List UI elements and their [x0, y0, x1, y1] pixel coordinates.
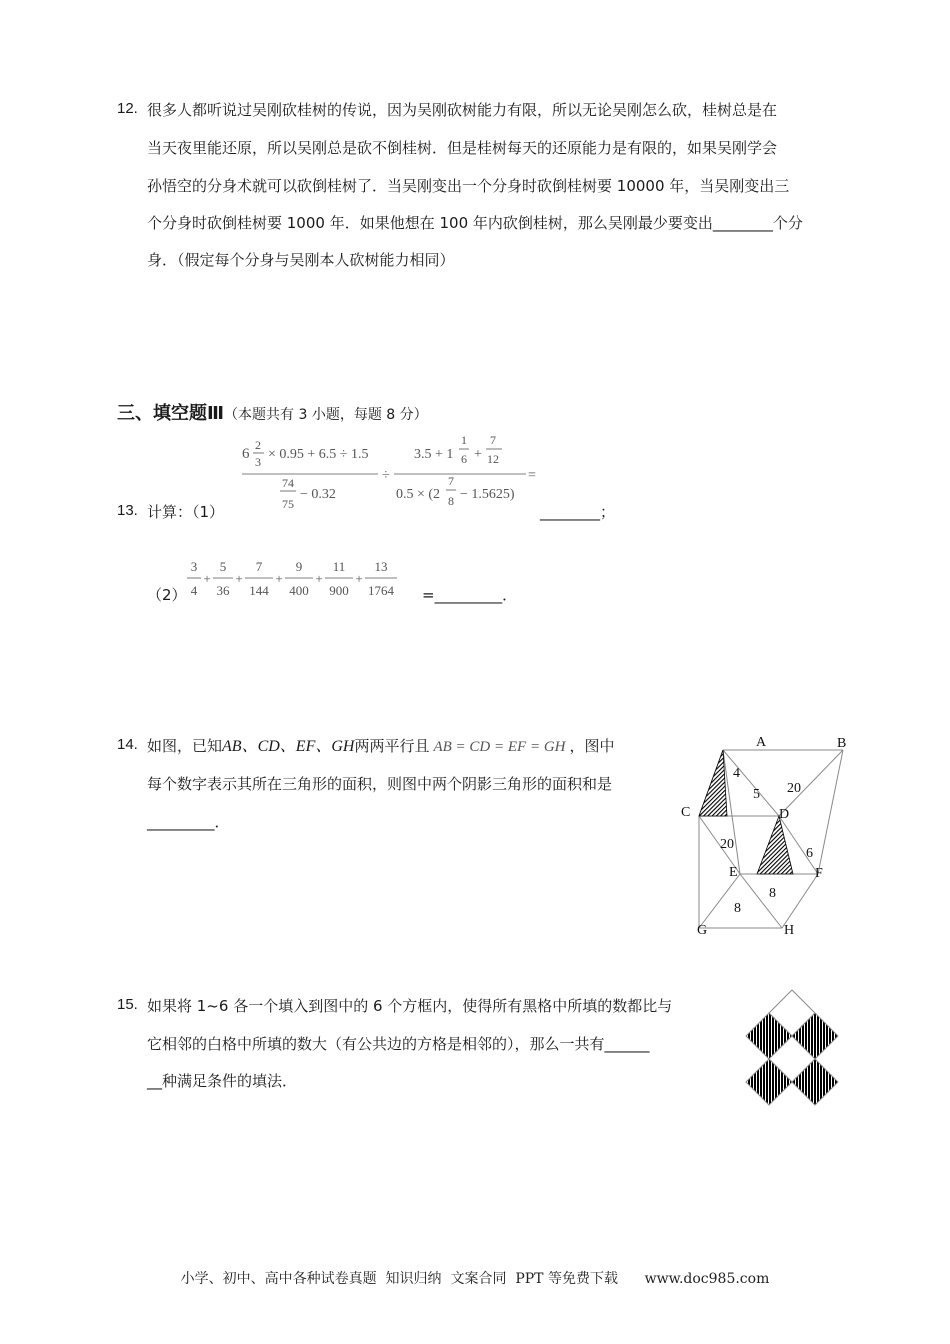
q12-line-2: 当天夜里能还原，所以吴刚总是砍不倒桂树．但是桂树每天的还原能力是有限的，如果吴刚学会 [147, 139, 778, 157]
q13-e1-c-num2: 7 [490, 433, 496, 447]
q15-line-3: __种满足条件的填法． [147, 1072, 298, 1090]
q13-e2-plus-2: + [275, 571, 283, 586]
area-8-left: 8 [734, 901, 741, 916]
q13-e1-b-rest: − 0.32 [300, 487, 336, 502]
q13-e1-eq: = [528, 468, 536, 483]
q13-e1-d-den: 8 [448, 494, 454, 508]
area-20-top: 20 [787, 781, 801, 796]
q14-line1-c: ，图中 [569, 737, 615, 755]
area-6: 6 [806, 846, 813, 861]
q13-e1-d-rest: − 1.5625) [460, 487, 515, 502]
section-3-note: （本题共有 3 小题，每题 8 分） [224, 407, 428, 423]
q13-e1-a-rest: × 0.95 + 6.5 ÷ 1.5 [268, 447, 369, 462]
q12-number: 12. [117, 100, 138, 117]
q13-e1-c-plus: + [474, 447, 482, 462]
q14-line1-segments: AB、CD、EF、GH [222, 738, 355, 755]
q13-part2-label: （2） [147, 586, 187, 604]
q13-blank-1: ________； [540, 503, 616, 521]
q13-e2-num-3: 9 [295, 559, 303, 574]
q13-e2-num-1: 5 [219, 559, 227, 574]
point-h: H [784, 923, 795, 938]
q14-figure [672, 728, 862, 940]
q13-e1-a-den: 3 [255, 455, 261, 469]
q13-e2-den-1: 36 [216, 583, 230, 598]
q12-line-3: 孙悟空的分身术就可以砍倒桂树了．当吴刚变出一个分身时砍倒桂树要 10000 年，当吴刚变出三 [147, 177, 790, 195]
q13-e2-num-5: 13 [374, 559, 388, 574]
area-5: 5 [753, 787, 760, 802]
page-footer: 小学、初中、高中各种试卷真题 知识归纳 文案合同 PPT 等免费下载 www.doc985.com [180, 1271, 770, 1287]
q13-e2-num-2: 7 [255, 559, 263, 574]
q14-line1-b: 两两平行且 [354, 737, 430, 755]
point-b: B [837, 736, 847, 751]
q14-line1-equation: AB = CD = EF = GH [433, 739, 566, 755]
q13-e2-plus-4: + [355, 571, 363, 586]
q13-e2-den-2: 144 [249, 583, 269, 598]
q13-e2-den-3: 400 [289, 583, 309, 598]
q13-e1-c-num: 1 [461, 433, 467, 447]
shaded-triangle-left [699, 750, 727, 816]
q14-line-1 [147, 736, 615, 757]
q14-line1-a: 如图，已知 [147, 737, 223, 755]
q13-e1-d-lead: 0.5 × (2 [396, 487, 441, 502]
q13-e1-a-whole: 6 [242, 446, 250, 462]
q13-e1-div: ÷ [382, 468, 390, 483]
q13-blank-2: =_________． [422, 586, 518, 604]
area-8-right: 8 [769, 886, 776, 901]
q13-e2-plus-1: + [235, 571, 243, 586]
q13-number: 13. [117, 502, 138, 519]
section-3-title: 三、填空题Ⅲ [117, 403, 225, 424]
point-c: C [681, 805, 691, 820]
q13-e1-c-den: 6 [461, 452, 467, 466]
area-20-middle: 20 [720, 837, 734, 852]
q13-e1-d-num: 7 [448, 474, 454, 488]
q14-line-3: _________． [147, 813, 230, 831]
q14-number: 14. [117, 736, 138, 753]
point-g: G [697, 923, 708, 938]
q13-e1-b-den: 75 [282, 497, 294, 511]
q13-label: 计算：（1） [147, 503, 225, 521]
q13-e2-den-0: 4 [190, 583, 198, 598]
q13-e1-c-lead: 3.5 + 1 [414, 447, 454, 462]
q13-expression-1 [236, 428, 556, 524]
q12-line-4: 个分身时砍倒桂树要 1000 年．如果他想在 100 年内砍倒桂树，那么吴刚最少要变出________个分 [147, 214, 803, 232]
q12-line-1: 很多人都听说过吴刚砍桂树的传说，因为吴刚砍树能力有限，所以无论吴刚怎么砍，桂树总是在 [147, 101, 778, 119]
point-f: F [815, 866, 823, 881]
q14-line-2: 每个数字表示其所在三角形的面积，则图中两个阴影三角形的面积和是 [147, 775, 613, 793]
q13-expression-2 [183, 553, 428, 605]
q13-e2-plus-3: + [315, 571, 323, 586]
point-d: D [779, 807, 790, 822]
q13-e2-num-4: 11 [332, 559, 346, 574]
point-a: A [756, 735, 767, 750]
area-4: 4 [733, 766, 740, 781]
point-e: E [729, 865, 738, 880]
q15-figure [742, 986, 842, 1112]
q13-e1-b-num: 74 [282, 476, 294, 490]
q13-e1-c-den2: 12 [487, 452, 499, 466]
q13-e2-den-5: 1764 [368, 583, 394, 598]
q12-line-5: 身．（假定每个分身与吴刚本人砍树能力相同） [147, 251, 455, 269]
section-3-heading [117, 399, 428, 425]
q13-e2-num-0: 3 [190, 559, 198, 574]
q13-e2-plus-0: + [203, 571, 211, 586]
q15-number: 15. [117, 996, 138, 1013]
q15-line-1: 如果将 1~6 各一个填入到图中的 6 个方框内，使得所有黑格中所填的数都比与 [147, 997, 673, 1015]
shaded-triangle-middle [757, 816, 793, 874]
q13-e1-a-num: 2 [255, 438, 261, 452]
q13-e2-den-4: 900 [329, 583, 349, 598]
q15-line-2: 它相邻的白格中所填的数大（有公共边的方格是相邻的），那么一共有______ [147, 1035, 650, 1053]
